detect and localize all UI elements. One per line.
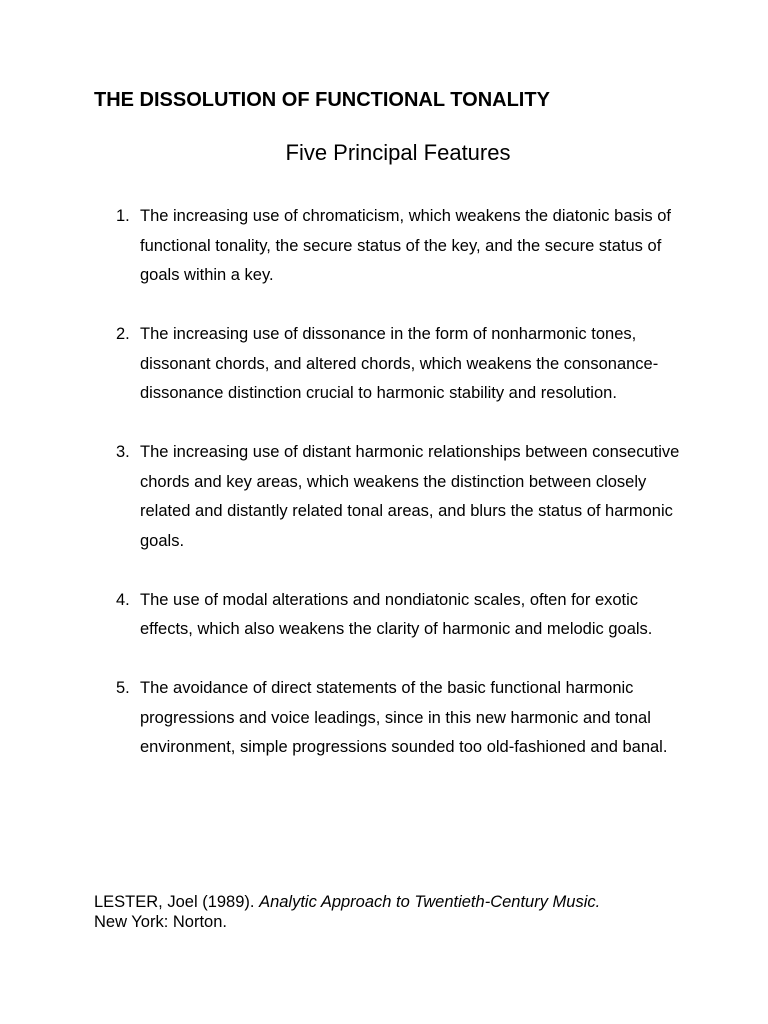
feature-item-2 (0, 320, 685, 409)
feature-number: 5. (116, 679, 130, 697)
document-subtitle-text: Five Principal Features (285, 140, 511, 165)
citation (94, 892, 714, 932)
feature-list (0, 202, 768, 792)
feature-text: The increasing use of chromaticism, which weakens the diatonic basis of functional tonality, the secure status of the key, and the secure status of goals within a key. (140, 207, 672, 284)
feature-item-3 (0, 438, 685, 556)
feature-number: 4. (116, 590, 130, 609)
feature-text: The avoidance of direct statements of the basic functional harmonic progressions and voice leadings, since in this new harmonic and tonal environment, simple progressions sounded too old-fashioned and banal. (140, 679, 668, 756)
feature-text: The increasing use of distant harmonic relationships between consecutive chords and key areas, which weakens the distinction between closely related and distantly related tonal areas, and blurs the status of harmonic goals. (140, 443, 680, 550)
citation-author: LESTER, Joel (1989). (94, 893, 260, 911)
document-subtitle (0, 140, 768, 166)
feature-item-4 (0, 586, 685, 645)
feature-text: The increasing use of dissonance in the form of nonharmonic tones, dissonant chords, and altered chords, which weakens the consonance-dissonance distinction crucial to harmonic stability and resolution. (140, 325, 659, 402)
feature-number: 3. (116, 443, 130, 461)
feature-item-1 (0, 202, 685, 291)
feature-item-5 (0, 674, 685, 763)
feature-number: 2. (116, 325, 130, 343)
citation-work-title: Analytic Approach to Twentieth-Century Music. (259, 893, 601, 911)
feature-number: 1. (116, 207, 130, 225)
feature-text: The use of modal alterations and nondiatonic scales, often for exotic effects, which also weakens the clarity of harmonic and melodic goals. (140, 590, 653, 638)
citation-publisher: New York: Norton. (94, 913, 227, 931)
document-title: THE DISSOLUTION OF FUNCTIONAL TONALITY (94, 89, 550, 111)
